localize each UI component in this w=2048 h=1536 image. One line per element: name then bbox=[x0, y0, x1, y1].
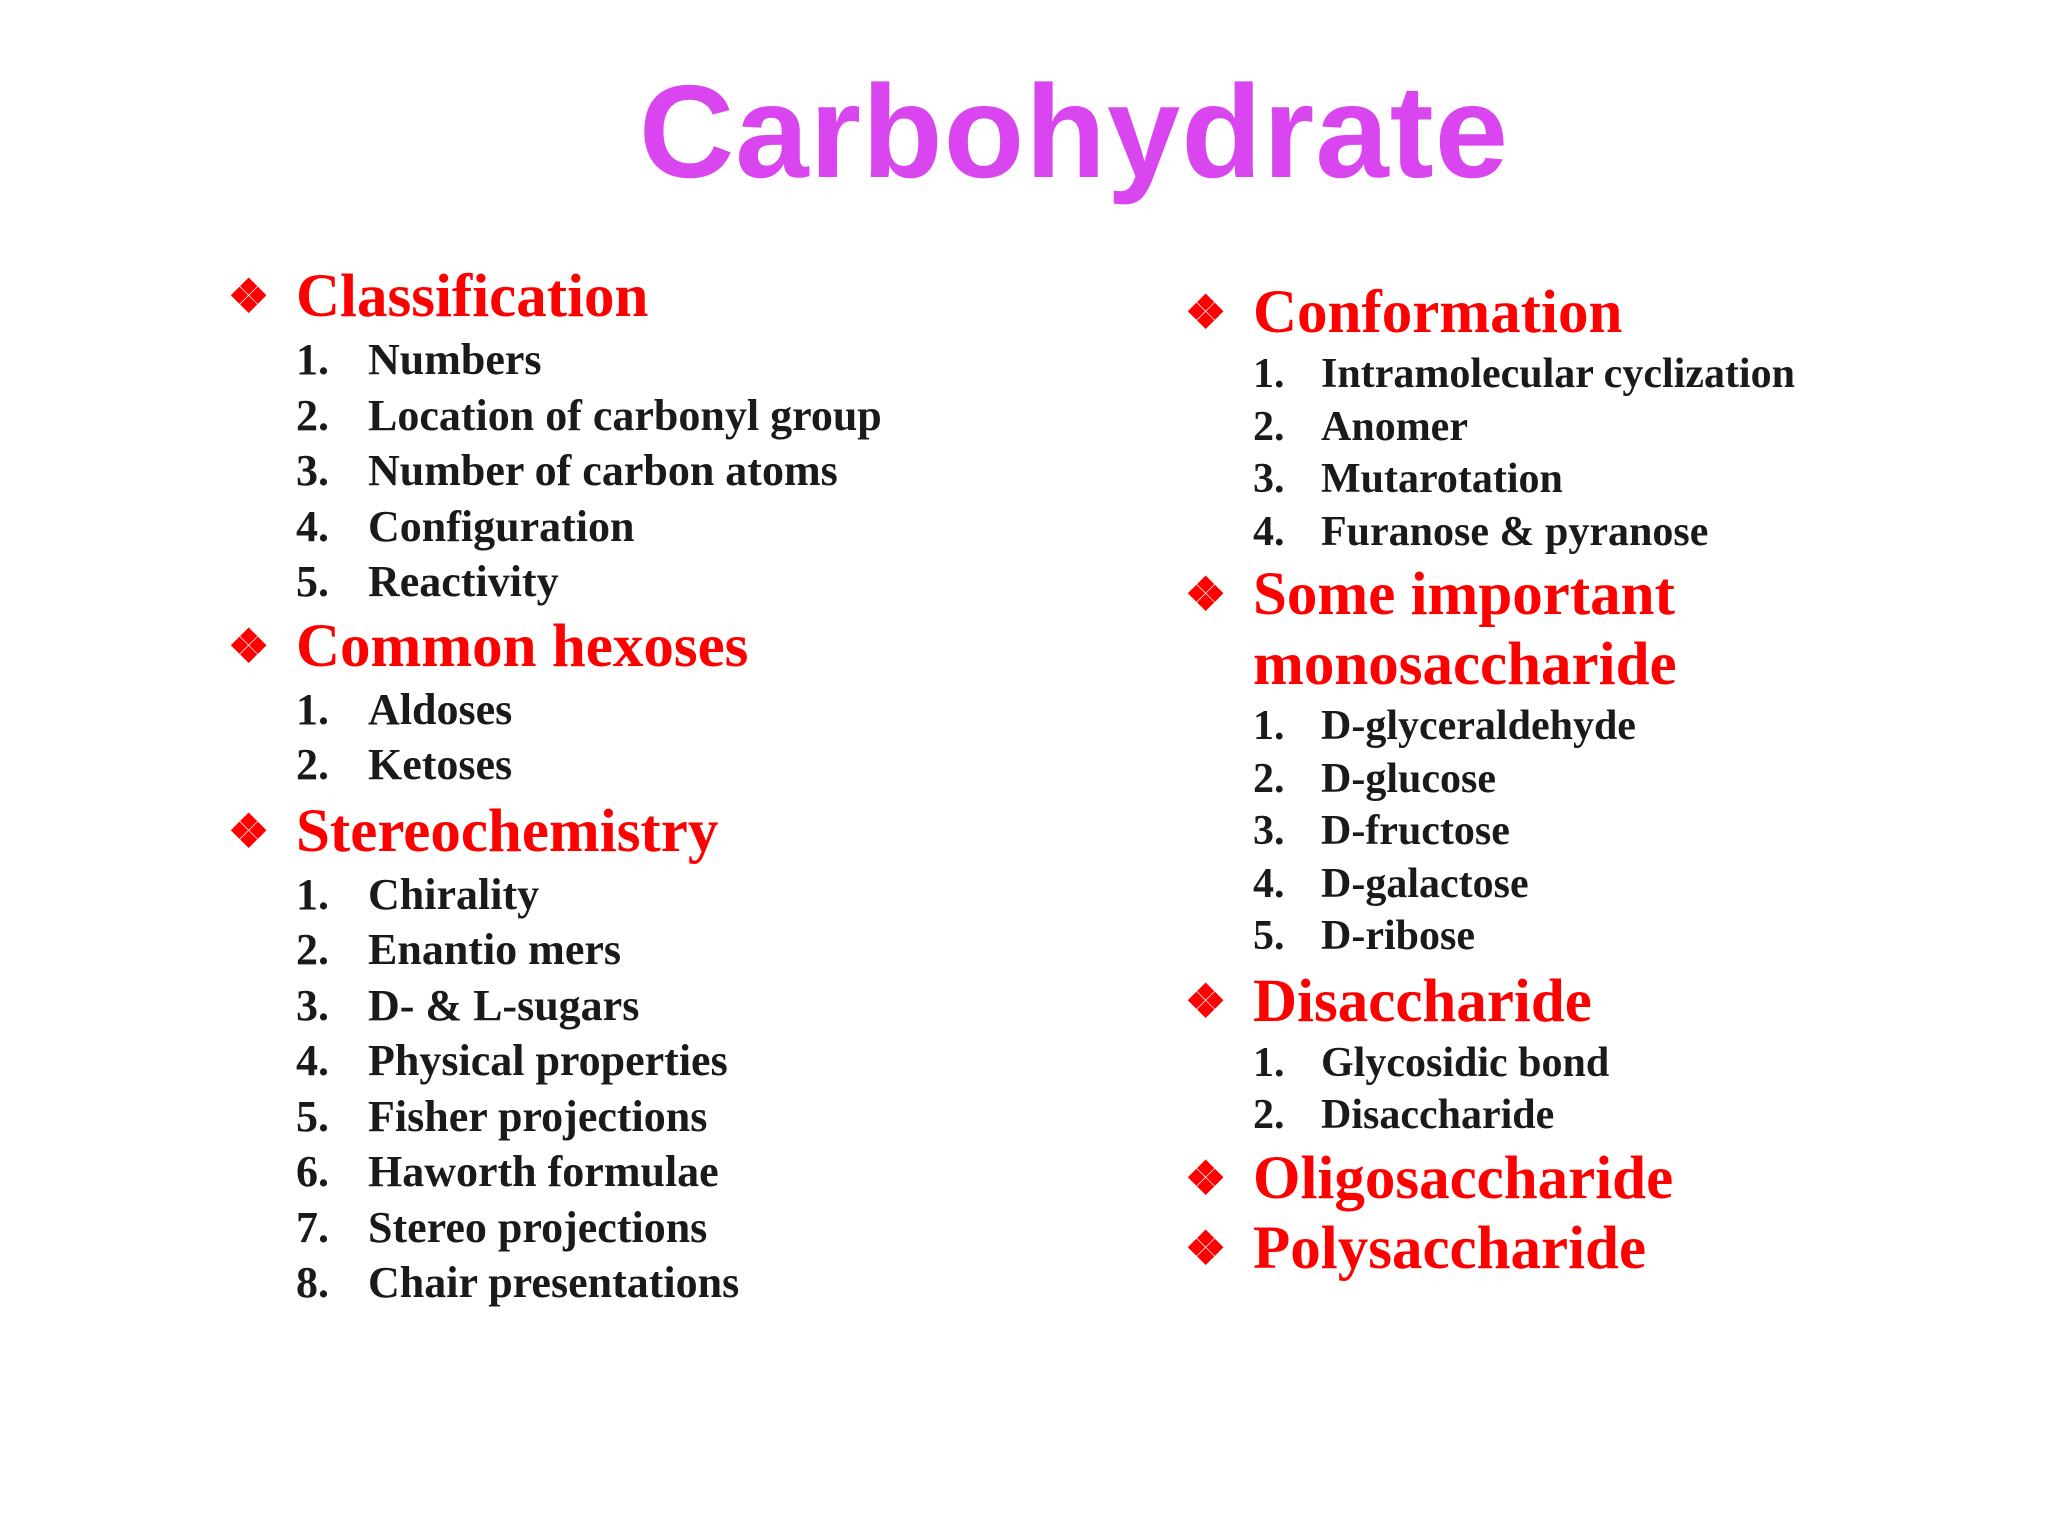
list-item bbox=[228, 737, 1028, 793]
list-item bbox=[228, 1089, 1028, 1145]
item-label: Number of carbon atoms bbox=[368, 446, 838, 495]
item-number: 1. bbox=[296, 335, 329, 384]
list-item bbox=[228, 1144, 1028, 1200]
list-item bbox=[1185, 348, 2005, 401]
item-label: Furanose & pyranose bbox=[1321, 508, 1709, 555]
item-number: 1. bbox=[1253, 703, 1285, 749]
item-label: Stereo projections bbox=[368, 1202, 708, 1252]
item-label: Configuration bbox=[368, 501, 635, 551]
diamond-bullet-icon: ❖ bbox=[228, 805, 270, 857]
item-label: Fisher projections bbox=[368, 1091, 708, 1141]
list-item bbox=[228, 867, 1028, 923]
slide-title: Carbohydrate bbox=[638, 58, 1510, 205]
list-item bbox=[228, 922, 1028, 978]
heading-text: Disaccharide bbox=[1253, 967, 1592, 1035]
item-label: D-ribose bbox=[1321, 913, 1475, 959]
list-item bbox=[1185, 858, 2005, 911]
diamond-bullet-icon: ❖ bbox=[1185, 569, 1227, 620]
item-number: 3. bbox=[296, 980, 329, 1030]
item-label: Ketoses bbox=[368, 740, 513, 789]
item-number: 3. bbox=[1253, 456, 1285, 502]
list-item bbox=[228, 1255, 1028, 1311]
right-column bbox=[1185, 278, 2005, 1284]
item-number: 2. bbox=[296, 925, 329, 974]
item-label: Location of carbonyl group bbox=[368, 390, 882, 440]
diamond-bullet-icon: ❖ bbox=[1185, 975, 1227, 1027]
section-heading bbox=[228, 797, 1028, 867]
heading-line-2: monosaccharide bbox=[1253, 631, 1677, 698]
item-label: Physical properties bbox=[368, 1036, 728, 1085]
list-item bbox=[1185, 753, 2005, 806]
heading-text: Polysaccharide bbox=[1253, 1214, 1647, 1282]
item-label: D-glyceraldehyde bbox=[1321, 703, 1636, 749]
item-number: 6. bbox=[296, 1147, 329, 1196]
item-list bbox=[1185, 1037, 2005, 1142]
list-item bbox=[228, 388, 1028, 444]
item-number: 7. bbox=[296, 1202, 329, 1252]
item-list bbox=[1185, 700, 2005, 963]
section-heading bbox=[1185, 967, 2005, 1037]
item-number: 1. bbox=[1253, 351, 1285, 397]
diamond-bullet-icon: ❖ bbox=[228, 620, 270, 672]
section-heading bbox=[1185, 1144, 2005, 1214]
item-number: 8. bbox=[296, 1258, 329, 1307]
item-label: Disaccharide bbox=[1321, 1092, 1555, 1138]
item-number: 4. bbox=[1253, 860, 1285, 907]
list-item bbox=[1185, 700, 2005, 753]
item-number: 2. bbox=[296, 390, 329, 440]
item-list bbox=[228, 332, 1028, 610]
item-number: 1. bbox=[296, 869, 329, 919]
list-item bbox=[228, 1033, 1028, 1089]
list-item bbox=[228, 554, 1028, 610]
heading-text bbox=[1253, 560, 1677, 700]
item-label: Chirality bbox=[368, 869, 540, 919]
item-number: 2. bbox=[1253, 403, 1285, 450]
item-label: Chair presentations bbox=[368, 1258, 740, 1307]
diamond-bullet-icon: ❖ bbox=[1185, 287, 1227, 338]
item-number: 3. bbox=[1253, 808, 1285, 854]
heading-text: Oligosaccharide bbox=[1253, 1144, 1674, 1212]
item-number: 2. bbox=[1253, 1092, 1285, 1138]
section-some-important-monosaccharide bbox=[1185, 560, 2005, 963]
item-number: 4. bbox=[296, 501, 329, 551]
section-heading bbox=[228, 262, 1028, 332]
list-item bbox=[1185, 506, 2005, 559]
item-label: D-galactose bbox=[1321, 860, 1529, 907]
item-label: D-glucose bbox=[1321, 755, 1496, 802]
item-number: 4. bbox=[1253, 508, 1285, 555]
item-number: 5. bbox=[296, 1091, 329, 1141]
item-number: 4. bbox=[296, 1036, 329, 1085]
item-label: D-fructose bbox=[1321, 808, 1510, 854]
item-number: 2. bbox=[296, 740, 329, 789]
section-polysaccharide bbox=[1185, 1214, 2005, 1284]
item-label: Glycosidic bond bbox=[1321, 1039, 1610, 1086]
diamond-bullet-icon: ❖ bbox=[228, 271, 270, 322]
list-item bbox=[1185, 401, 2005, 454]
heading-text: Common hexoses bbox=[296, 612, 749, 680]
diamond-bullet-icon: ❖ bbox=[1185, 1152, 1227, 1204]
left-column bbox=[228, 262, 1028, 1311]
item-list bbox=[1185, 348, 2005, 558]
item-number: 3. bbox=[296, 446, 329, 495]
item-label: Anomer bbox=[1321, 403, 1468, 450]
item-number: 5. bbox=[296, 557, 329, 606]
section-stereochemistry bbox=[228, 797, 1028, 1311]
item-label: Reactivity bbox=[368, 557, 559, 606]
item-label: Enantio mers bbox=[368, 925, 621, 974]
item-number: 2. bbox=[1253, 755, 1285, 802]
item-number: 1. bbox=[1253, 1039, 1285, 1086]
list-item bbox=[1185, 453, 2005, 506]
section-conformation bbox=[1185, 278, 2005, 558]
section-oligosaccharide bbox=[1185, 1144, 2005, 1214]
heading-line-1: Some important bbox=[1253, 561, 1675, 628]
item-label: D- & L-sugars bbox=[368, 980, 640, 1030]
list-item bbox=[228, 443, 1028, 499]
section-disaccharide bbox=[1185, 967, 2005, 1142]
item-list bbox=[228, 867, 1028, 1311]
item-list bbox=[228, 682, 1028, 793]
section-common-hexoses bbox=[228, 612, 1028, 793]
heading-text: Conformation bbox=[1253, 279, 1623, 346]
list-item bbox=[228, 978, 1028, 1034]
item-label: Mutarotation bbox=[1321, 456, 1563, 502]
list-item bbox=[228, 332, 1028, 388]
list-item bbox=[1185, 1089, 2005, 1142]
item-label: Haworth formulae bbox=[368, 1147, 719, 1196]
item-label: Numbers bbox=[368, 335, 542, 384]
diamond-bullet-icon: ❖ bbox=[1185, 1222, 1227, 1274]
item-label: Aldoses bbox=[368, 684, 513, 734]
section-heading bbox=[1185, 278, 2005, 348]
item-label: Intramolecular cyclization bbox=[1321, 351, 1795, 397]
item-number: 1. bbox=[296, 684, 329, 734]
section-heading bbox=[228, 612, 1028, 682]
list-item bbox=[228, 1200, 1028, 1256]
section-classification bbox=[228, 262, 1028, 610]
item-number: 5. bbox=[1253, 913, 1285, 959]
heading-text: Classification bbox=[296, 263, 649, 330]
list-item bbox=[1185, 805, 2005, 858]
section-heading bbox=[1185, 1214, 2005, 1284]
list-item bbox=[228, 499, 1028, 555]
list-item bbox=[1185, 910, 2005, 963]
section-heading bbox=[1185, 560, 2005, 700]
list-item bbox=[228, 682, 1028, 738]
heading-text: Stereochemistry bbox=[296, 797, 719, 865]
list-item bbox=[1185, 1037, 2005, 1090]
